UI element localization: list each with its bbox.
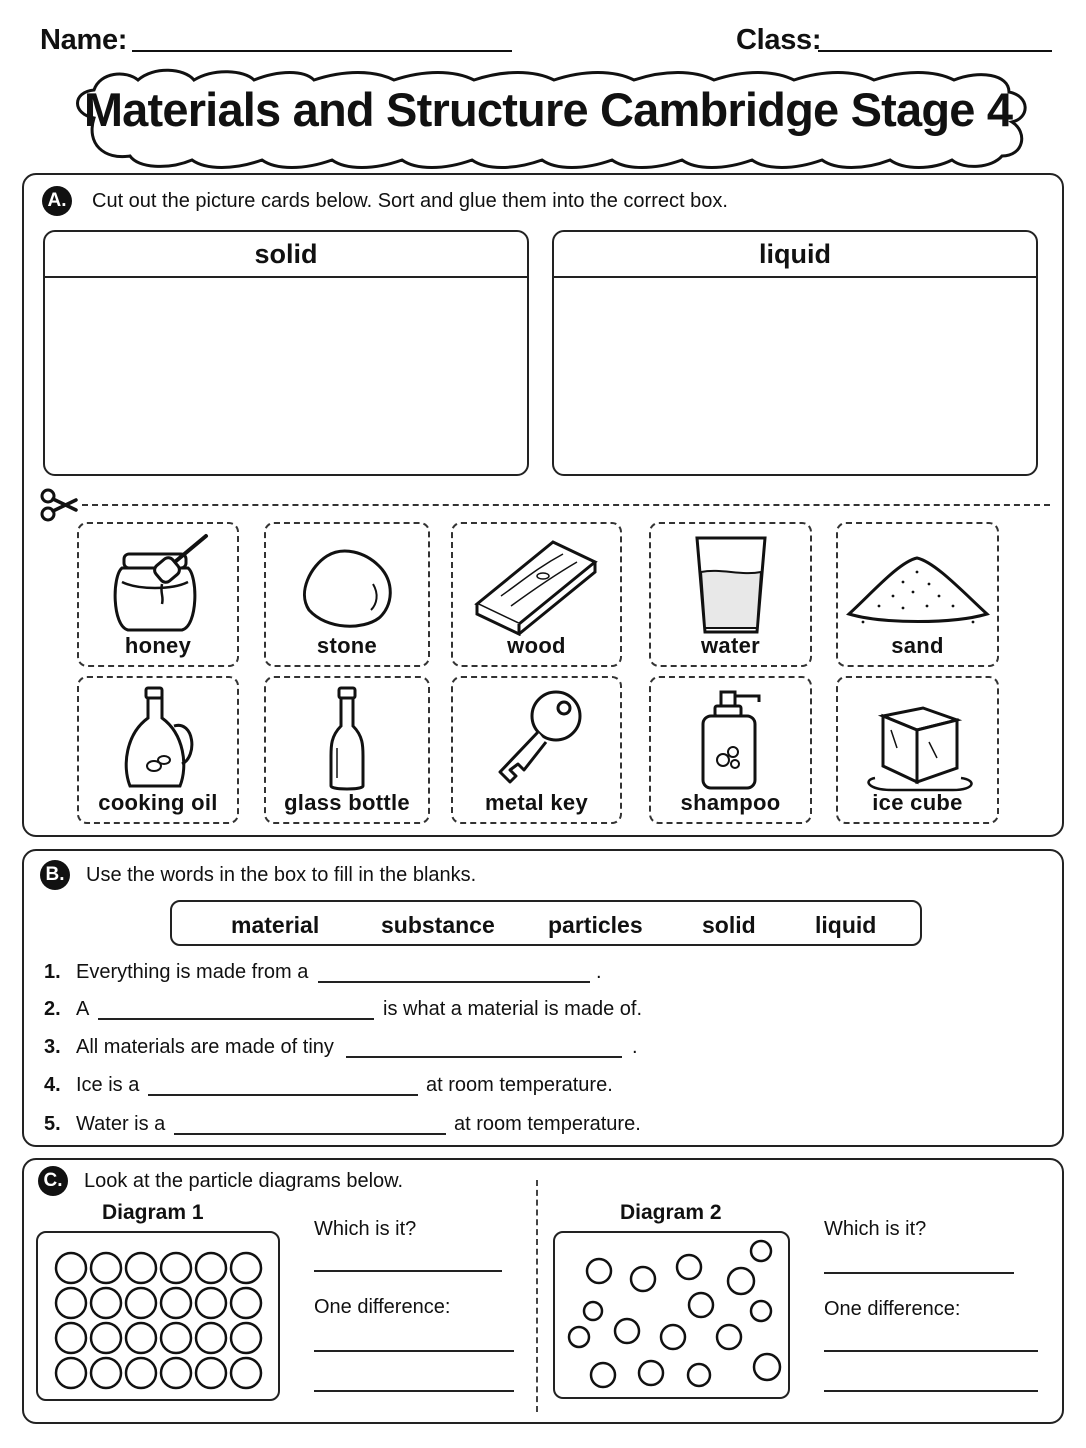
particle bbox=[91, 1358, 121, 1388]
card-label: wood bbox=[507, 633, 566, 658]
solid-box-heading: solid bbox=[45, 232, 527, 278]
ice-cube-icon bbox=[853, 686, 983, 794]
question-text: . bbox=[596, 961, 602, 983]
card-shampoo[interactable] bbox=[649, 676, 812, 824]
answer-blank[interactable] bbox=[318, 981, 590, 983]
water-glass-icon bbox=[671, 532, 791, 636]
particle bbox=[91, 1288, 121, 1318]
diagram-2-box bbox=[553, 1231, 790, 1399]
diagram-1-which-label: Which is it? bbox=[314, 1218, 417, 1240]
card-label: honey bbox=[124, 633, 192, 658]
particle bbox=[126, 1358, 156, 1388]
particle bbox=[161, 1358, 191, 1388]
card-glass-bottle[interactable] bbox=[264, 676, 430, 824]
class-field-line[interactable] bbox=[818, 50, 1052, 52]
diagram-2-difference-answer[interactable] bbox=[824, 1350, 1038, 1352]
particle bbox=[56, 1253, 86, 1283]
question-4 bbox=[44, 1074, 1024, 1100]
honey-jar-icon bbox=[98, 532, 218, 636]
particle bbox=[91, 1253, 121, 1283]
word-bank-item: substance bbox=[381, 912, 495, 938]
question-number: 4. bbox=[44, 1074, 61, 1096]
answer-blank[interactable] bbox=[148, 1094, 418, 1096]
particle bbox=[91, 1323, 121, 1353]
question-text: Everything is made from a bbox=[76, 961, 309, 983]
question-text: A bbox=[76, 998, 90, 1020]
card-water[interactable] bbox=[649, 522, 812, 667]
particle bbox=[161, 1323, 191, 1353]
diagram-1-difference-label: One difference: bbox=[314, 1296, 451, 1318]
scissors-icon bbox=[40, 488, 80, 522]
question-2 bbox=[44, 998, 1024, 1024]
question-1 bbox=[44, 961, 1024, 987]
shampoo-bottle-icon bbox=[681, 686, 781, 794]
cut-line bbox=[82, 504, 1050, 506]
card-cooking-oil[interactable] bbox=[77, 676, 239, 824]
diagram-1-title: Diagram 1 bbox=[102, 1201, 204, 1224]
wood-plank-icon bbox=[467, 532, 607, 636]
particle bbox=[231, 1323, 261, 1353]
word-bank-item: solid bbox=[702, 912, 756, 938]
card-metal-key[interactable] bbox=[451, 676, 622, 824]
liquid-particle-diagram bbox=[555, 1233, 792, 1401]
particle bbox=[126, 1253, 156, 1283]
diagram-1-difference-answer[interactable] bbox=[314, 1390, 514, 1392]
sand-pile-icon bbox=[843, 532, 993, 636]
word-bank-item: material bbox=[231, 912, 320, 938]
card-wood[interactable] bbox=[451, 522, 622, 667]
particle bbox=[196, 1323, 226, 1353]
particle bbox=[56, 1358, 86, 1388]
question-number: 3. bbox=[44, 1036, 61, 1058]
diagram-2-title: Diagram 2 bbox=[620, 1201, 722, 1224]
question-text: . bbox=[632, 1036, 638, 1058]
solid-sort-box[interactable] bbox=[43, 230, 529, 476]
particle bbox=[231, 1288, 261, 1318]
particle bbox=[161, 1288, 191, 1318]
section-a-instruction: Cut out the picture cards below. Sort and glue them into the correct box. bbox=[92, 190, 728, 212]
card-ice-cube[interactable] bbox=[836, 676, 999, 824]
section-c-badge: C. bbox=[38, 1166, 68, 1196]
name-label: Name: bbox=[40, 24, 128, 56]
section-b-badge: B. bbox=[40, 860, 70, 890]
class-label: Class: bbox=[736, 24, 822, 56]
diagram-1-which-answer[interactable] bbox=[314, 1270, 502, 1272]
diagram-2-which-answer[interactable] bbox=[824, 1272, 1014, 1274]
particle bbox=[56, 1323, 86, 1353]
card-honey[interactable] bbox=[77, 522, 239, 667]
diagram-2-difference-answer[interactable] bbox=[824, 1390, 1038, 1392]
diagram-2-difference-label: One difference: bbox=[824, 1298, 961, 1320]
question-text: All materials are made of tiny bbox=[76, 1036, 334, 1058]
diagram-1-box bbox=[36, 1231, 280, 1401]
liquid-sort-box[interactable] bbox=[552, 230, 1038, 476]
particle bbox=[126, 1288, 156, 1318]
card-label: stone bbox=[316, 633, 378, 658]
particle bbox=[126, 1323, 156, 1353]
stone-icon bbox=[287, 532, 407, 636]
word-bank-item: liquid bbox=[815, 912, 877, 938]
question-number: 2. bbox=[44, 998, 61, 1020]
answer-blank[interactable] bbox=[174, 1133, 446, 1135]
page-title: Materials and Structure Cambridge Stage 4 bbox=[83, 83, 1013, 136]
card-label: sand bbox=[891, 633, 944, 658]
question-text: Ice is a bbox=[76, 1074, 140, 1096]
glass-bottle-icon bbox=[317, 686, 377, 794]
solid-particle-diagram bbox=[38, 1233, 282, 1403]
liquid-box-heading: liquid bbox=[554, 232, 1036, 278]
word-bank bbox=[170, 900, 922, 946]
card-label: cooking oil bbox=[98, 790, 218, 815]
card-label: shampoo bbox=[680, 790, 781, 815]
particle bbox=[161, 1253, 191, 1283]
question-text: at room temperature. bbox=[426, 1074, 613, 1096]
question-number: 1. bbox=[44, 961, 61, 983]
section-b-instruction: Use the words in the box to fill in the blanks. bbox=[86, 864, 477, 886]
card-stone[interactable] bbox=[264, 522, 430, 667]
question-text: is what a material is made of. bbox=[383, 998, 642, 1020]
particle bbox=[231, 1358, 261, 1388]
card-label: water bbox=[701, 633, 760, 658]
answer-blank[interactable] bbox=[98, 1018, 374, 1020]
section-c-divider bbox=[536, 1180, 538, 1412]
question-text: at room temperature. bbox=[454, 1113, 641, 1135]
key-icon bbox=[482, 686, 592, 794]
name-field-line[interactable] bbox=[132, 50, 512, 52]
card-label: metal key bbox=[485, 790, 588, 815]
diagram-2-which-label: Which is it? bbox=[824, 1218, 927, 1240]
question-number: 5. bbox=[44, 1113, 61, 1135]
section-c-instruction: Look at the particle diagrams below. bbox=[84, 1170, 404, 1192]
card-label: glass bottle bbox=[284, 790, 410, 815]
question-5 bbox=[44, 1113, 1024, 1139]
diagram-1-difference-answer[interactable] bbox=[314, 1350, 514, 1352]
question-text: Water is a bbox=[76, 1113, 166, 1135]
particle bbox=[56, 1288, 86, 1318]
card-sand[interactable] bbox=[836, 522, 999, 667]
particle bbox=[231, 1253, 261, 1283]
particle bbox=[196, 1288, 226, 1318]
word-bank-item: particles bbox=[548, 912, 643, 938]
card-label: ice cube bbox=[872, 790, 963, 815]
section-a-badge: A. bbox=[42, 186, 72, 216]
oil-bottle-icon bbox=[98, 686, 218, 794]
question-3 bbox=[44, 1036, 1024, 1062]
particle bbox=[196, 1358, 226, 1388]
answer-blank[interactable] bbox=[346, 1056, 622, 1058]
particle bbox=[196, 1253, 226, 1283]
